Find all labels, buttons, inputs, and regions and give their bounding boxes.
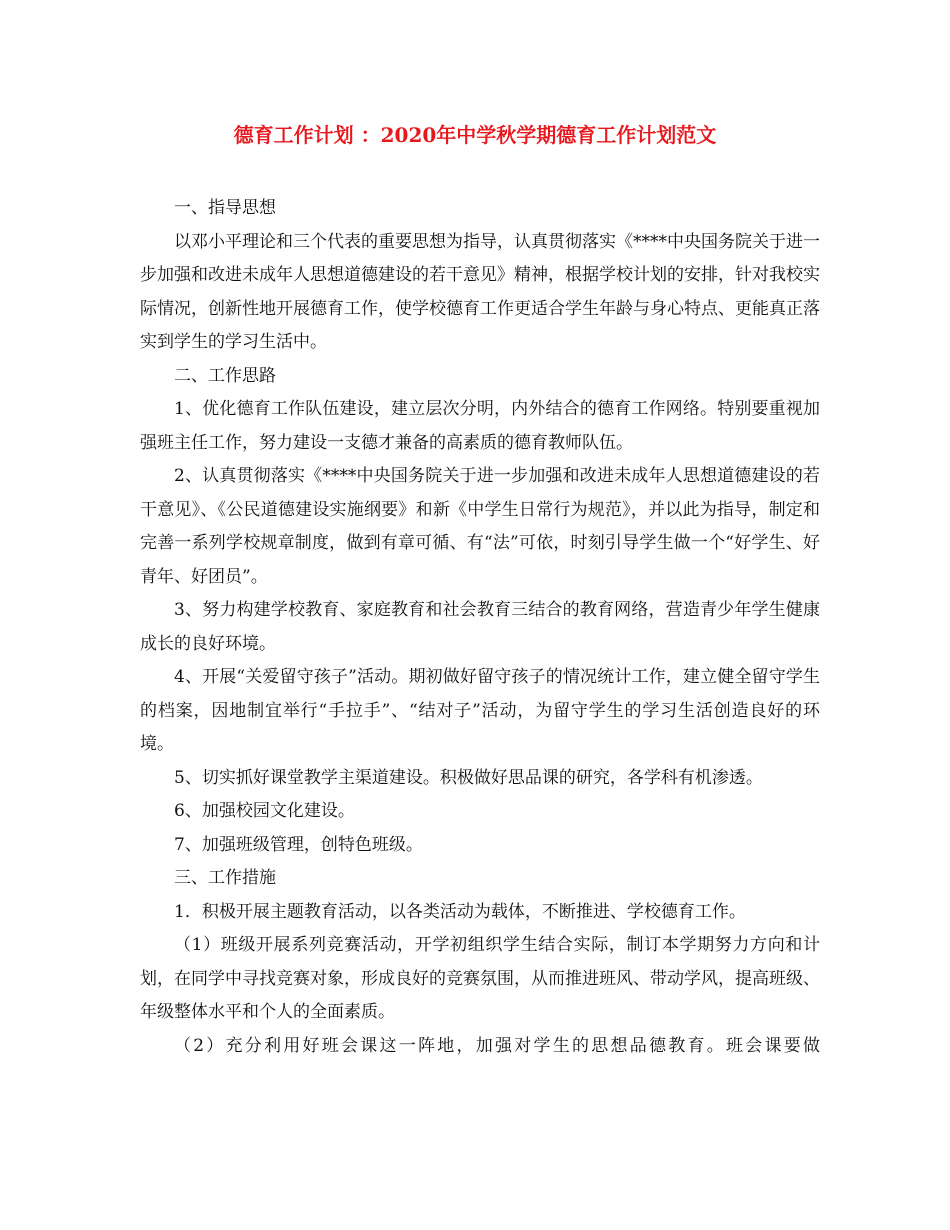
paragraph-work-idea-6: 6、加强校园文化建设。 bbox=[174, 801, 355, 821]
document-body bbox=[140, 192, 820, 1063]
paragraph-measure-1-item-1: （1）班级开展系列竞赛活动，开学初组织学生结合实际，制订本学期努力方向和计划，在同学中寻找竞赛对象，形成良好的竞赛氛围，从而推进班风、带动学风，提高班级、年级整体水平和个人的全面素质。 bbox=[140, 935, 820, 1022]
paragraph-work-idea-7: 7、加强班级管理，创特色班级。 bbox=[174, 834, 423, 855]
section-heading-guiding-ideology: 一、指导思想 bbox=[174, 198, 276, 218]
paragraph-measure-1: 1．积极开展主题教育活动，以各类活动为载体，不断推进、学校德育工作。 bbox=[174, 901, 746, 922]
paragraph-measure-1-item-2: （2）充分利用好班会课这一阵地，加强对学生的思想品德教育。班会课要做 bbox=[174, 1035, 820, 1056]
paragraph-work-idea-3: 3、努力构建学校教育、家庭教育和社会教育三结合的教育网络，营造青少年学生健康成长的良好环境。 bbox=[140, 600, 820, 654]
paragraph-work-idea-2: 2、认真贯彻落实《****中央国务院关于进一步加强和改进未成年人思想道德建设的若干意见》、《公民道德建设实施纲要》和新《中学生日常行为规范》，并以此为指导，制定和完善一系列学校规章制度，做到有章可循、有“法”可依，时刻引导学生做一个“好学生、好青年、好团员”。 bbox=[140, 466, 820, 587]
paragraph-work-idea-4: 4、开展“关爱留守孩子”活动。期初做好留守孩子的情况统计工作，建立健全留守学生的档案，因地制宜举行“手拉手”、“结对子”活动，为留守学生的学习生活创造良好的环境。 bbox=[140, 667, 820, 754]
section-heading-work-ideas: 二、工作思路 bbox=[174, 365, 276, 386]
document-title: 德育工作计划 ：2020年中学秋学期德育工作计划范文 bbox=[233, 123, 717, 147]
paragraph-work-idea-1: 1、优化德育工作队伍建设，建立层次分明，内外结合的德育工作网络。特别要重视加强班主任工作，努力建设一支德才兼备的高素质的德育教师队伍。 bbox=[140, 399, 820, 453]
paragraph-guiding-ideology: 以邓小平理论和三个代表的重要思想为指导，认真贯彻落实《****中央国务院关于进一步加强和改进未成年人思想道德建设的若干意见》精神，根据学校计划的安排，针对我校实际情况，创新性地开展德育工作，使学校德育工作更适合学生年龄与身心特点、更能真正落实到学生的学习生活中。 bbox=[140, 231, 820, 352]
paragraph-work-idea-5: 5、切实抓好课堂教学主渠道建设。积极做好思品课的研究，各学科有机渗透。 bbox=[174, 767, 763, 788]
section-heading-work-measures: 三、工作措施 bbox=[174, 868, 276, 888]
